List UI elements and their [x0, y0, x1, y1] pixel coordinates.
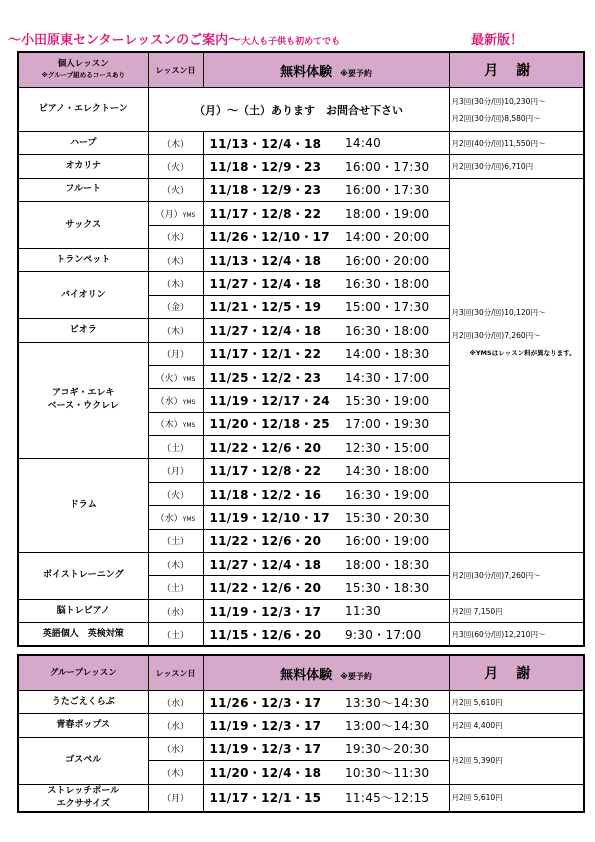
instrument-label: 脳トレピアノ: [56, 605, 110, 616]
instrument-label: ドラム: [69, 500, 97, 511]
instrument-name: [18, 623, 148, 646]
instrument-label: バイオリン: [60, 289, 106, 300]
fee-block: [449, 178, 584, 482]
header-individual-lesson: 個人レッスン ※グループ組めるコースあり: [18, 52, 148, 88]
trial-dates: 11/19・12/10・17: [203, 506, 345, 529]
lesson-day: [148, 132, 203, 155]
trial-dates: 11/17・12/8・22: [203, 459, 345, 482]
table-row: [18, 599, 584, 622]
instrument-name: [18, 784, 148, 812]
yms-tag: YMS: [182, 211, 196, 219]
instrument-name: [18, 599, 148, 622]
trial-times: 17:00・19:30: [345, 412, 449, 435]
title-sub: 大人も子供も初めてでも: [241, 37, 341, 47]
trial-times: 13:00～14:30: [345, 714, 449, 737]
lesson-day-label: （火）: [161, 163, 189, 174]
trial-dates: 11/27・12/4・18: [203, 272, 345, 295]
trial-times: 15:30・20:30: [345, 506, 449, 529]
trial-dates: 11/26・12/10・17: [203, 225, 345, 248]
trial-times: 14:40: [345, 132, 449, 155]
trial-times: 14:00・18:30: [345, 342, 449, 365]
lesson-day: [148, 178, 203, 201]
table-row: [18, 553, 584, 576]
lesson-day: [148, 436, 203, 459]
lesson-day-label: （木）: [161, 139, 189, 150]
yms-tag: YMS: [182, 422, 196, 430]
instrument-label: うたごえくらぶ: [51, 696, 115, 707]
monthly-fee: 月3回(60分/回)12,210円～: [449, 623, 584, 646]
instrument-name: [18, 714, 148, 737]
trial-times: 16:30・19:00: [345, 482, 449, 505]
instrument-label-2: エクササイズ: [56, 798, 110, 809]
trial-times: 14:30・18:00: [345, 459, 449, 482]
lesson-day-label: （金）: [161, 303, 189, 314]
lesson-day-label: （木）: [161, 326, 189, 337]
instrument-label: オカリナ: [65, 161, 102, 172]
lesson-day: [148, 295, 203, 318]
table-row: [18, 714, 584, 737]
header-free-trial: 無料体験 ※要予約: [203, 655, 449, 691]
table-row: [18, 737, 584, 760]
lesson-day-label: （月）: [161, 467, 189, 478]
trial-times: 15:00・17:30: [345, 295, 449, 318]
instrument-name: [18, 155, 148, 178]
instrument-name: [18, 132, 148, 155]
instrument-name: [18, 459, 148, 553]
lesson-day: [148, 623, 203, 646]
lesson-day-label: （土）: [161, 584, 189, 595]
trial-times: 12:30・15:00: [345, 436, 449, 459]
lesson-day-label: （木）: [161, 768, 189, 779]
trial-times: 16:30・18:00: [345, 272, 449, 295]
lesson-day: [148, 714, 203, 737]
header-lesson-day: レッスン日: [148, 52, 203, 88]
monthly-fee: 月2回 5,610円: [449, 691, 584, 714]
header-group-lesson: グループレッスン: [18, 655, 148, 691]
individual-header-row: [18, 52, 584, 88]
fee-line: 月2回(30分/回)7,260円～: [451, 331, 541, 341]
trial-dates: 11/19・12/3・17: [203, 737, 345, 760]
lesson-day-label: （水）: [161, 607, 189, 618]
instrument-name: [18, 691, 148, 714]
trial-dates: 11/13・12/4・18: [203, 132, 345, 155]
lesson-day: [148, 319, 203, 342]
lesson-day-label: （木）: [161, 560, 189, 571]
yms-tag: YMS: [182, 515, 196, 523]
instrument-label: フルート: [65, 184, 102, 195]
lesson-day: [148, 365, 203, 388]
trial-dates: 11/19・12/3・17: [203, 714, 345, 737]
table-row: [18, 178, 584, 201]
lesson-day-label: （水）: [161, 722, 189, 733]
lesson-day: [148, 482, 203, 505]
instrument-label: トランペット: [56, 254, 111, 265]
lesson-day: [148, 342, 203, 365]
group-header-row: [18, 655, 584, 691]
monthly-fee: 月2回(30分/回)7,260円～: [449, 553, 584, 600]
instrument-name: [18, 178, 148, 201]
instrument-label: 英語個人 英検対策: [42, 628, 124, 639]
monthly-fee: 月2回 4,400円: [449, 714, 584, 737]
lesson-day-label: （木）: [161, 256, 189, 267]
trial-dates: 11/22・12/6・20: [203, 529, 345, 552]
piano-fee: 月3回(30分/回)10,230円～ 月2回(30分/回)8,580円～: [449, 88, 584, 132]
instrument-label: ビオラ: [69, 324, 97, 335]
monthly-fee: 月2回 7,150円: [449, 599, 584, 622]
page-title: [8, 29, 524, 48]
instrument-label: ボイストレーニング: [42, 570, 124, 581]
trial-times: 9:30・17:00: [345, 623, 449, 646]
trial-times: 16:00・19:00: [345, 529, 449, 552]
trial-dates: 11/20・12/18・25: [203, 412, 345, 435]
yms-tag: YMS: [182, 375, 196, 383]
trial-dates: 11/17・12/8・22: [203, 202, 345, 225]
lesson-day-label: （木）: [161, 280, 189, 291]
trial-times: 16:00・17:30: [345, 178, 449, 201]
instrument-label: ストレッチポール: [47, 785, 120, 796]
instrument-label-2: ベース・ウクレレ: [47, 401, 119, 412]
trial-dates: 11/25・12/2・23: [203, 365, 345, 388]
piano-row: [18, 88, 584, 132]
lesson-day: [148, 389, 203, 412]
trial-dates: 11/27・12/4・18: [203, 553, 345, 576]
lesson-day-label: （水）: [161, 698, 189, 709]
title-main: ～小田原東センターレッスンのご案内～: [8, 33, 242, 48]
instrument-label: 青春ポップス: [56, 720, 111, 731]
trial-dates: 11/18・12/9・23: [203, 178, 345, 201]
header-monthly-fee: 月謝: [449, 655, 584, 691]
trial-times: 16:00・20:00: [345, 248, 449, 271]
lesson-day: [148, 691, 203, 714]
trial-times: 19:30～20:30: [345, 737, 449, 760]
instrument-name: [18, 202, 148, 249]
lesson-day-label: （土）: [161, 537, 189, 548]
table-row: [18, 784, 584, 812]
trial-times: 16:30・18:00: [345, 319, 449, 342]
group-lesson-table: [17, 654, 585, 813]
trial-dates: 11/21・12/5・19: [203, 295, 345, 318]
header-free-trial: 無料体験 ※要予約: [203, 52, 449, 88]
lesson-day: [148, 272, 203, 295]
trial-times: 18:00・19:00: [345, 202, 449, 225]
trial-dates: 11/18・12/2・16: [203, 482, 345, 505]
instrument-label: ゴスペル: [65, 755, 102, 766]
table-row: [18, 691, 584, 714]
monthly-fee: 月2回 5,390円: [449, 737, 584, 784]
lesson-day-label: （水）: [155, 396, 183, 407]
lesson-day: [148, 412, 203, 435]
trial-times: 14:00・20:00: [345, 225, 449, 248]
instrument-name: [18, 553, 148, 600]
trial-times: 15:30・18:30: [345, 576, 449, 599]
trial-dates: 11/26・12/3・17: [203, 691, 345, 714]
lesson-day-label: （水）: [155, 513, 183, 524]
lesson-day-label: （土）: [161, 630, 189, 641]
trial-dates: 11/27・12/4・18: [203, 319, 345, 342]
lesson-day: [148, 459, 203, 482]
lesson-day: [148, 248, 203, 271]
lesson-day: [148, 599, 203, 622]
monthly-fee: 月2回(30分/回)6,710円: [449, 155, 584, 178]
table-row: [18, 155, 584, 178]
instrument-name: [18, 342, 148, 459]
trial-times: 16:00・17:30: [345, 155, 449, 178]
lesson-day-label: （月）: [161, 794, 189, 805]
trial-dates: 11/17・12/1・15: [203, 784, 345, 812]
trial-times: 13:30～14:30: [345, 691, 449, 714]
instrument-name: [18, 248, 148, 271]
lesson-day-label: （水）: [161, 233, 189, 244]
lesson-day: [148, 761, 203, 784]
yms-note: ※YMSはレッスン料が異なります。: [469, 349, 576, 358]
instrument-piano: ピアノ・エレクトーン: [18, 88, 148, 132]
lesson-day: [148, 553, 203, 576]
individual-lesson-table: [17, 51, 585, 647]
trial-dates: 11/22・12/6・20: [203, 576, 345, 599]
trial-dates: 11/17・12/1・22: [203, 342, 345, 365]
trial-dates: 11/13・12/4・18: [203, 248, 345, 271]
trial-times: 10:30～11:30: [345, 761, 449, 784]
trial-times: 11:45～12:15: [345, 784, 449, 812]
latest-badge: 最新版！: [471, 33, 524, 48]
instrument-name: [18, 319, 148, 342]
lesson-day-label: （木）: [155, 420, 183, 431]
instrument-name: [18, 272, 148, 319]
monthly-fee: 月2回 5,610円: [449, 784, 584, 812]
trial-dates: 11/19・12/3・17: [203, 599, 345, 622]
trial-dates: 11/20・12/4・18: [203, 761, 345, 784]
trial-times: 18:00・18:30: [345, 553, 449, 576]
lesson-day-label: （水）: [161, 745, 189, 756]
table-row: [18, 623, 584, 646]
instrument-label: ハープ: [69, 137, 97, 148]
trial-times: 11:30: [345, 599, 449, 622]
instrument-name: [18, 737, 148, 784]
lesson-day-label: （火）: [161, 186, 189, 197]
trial-dates: 11/15・12/6・20: [203, 623, 345, 646]
lesson-day: [148, 529, 203, 552]
lesson-day: [148, 784, 203, 812]
lesson-day-label: （火）: [161, 490, 189, 501]
lesson-day: [148, 506, 203, 529]
lesson-day: [148, 576, 203, 599]
fee-line: 月3回(30分/回)10,120円～: [451, 308, 546, 318]
trial-dates: 11/22・12/6・20: [203, 436, 345, 459]
trial-dates: 11/18・12/9・23: [203, 155, 345, 178]
trial-dates: 11/19・12/17・24: [203, 389, 345, 412]
lesson-day: [148, 225, 203, 248]
header-lesson-day: レッスン日: [148, 655, 203, 691]
lesson-day: [148, 202, 203, 225]
yms-tag: YMS: [182, 398, 196, 406]
lesson-day: [148, 155, 203, 178]
lesson-day-label: （火）: [155, 373, 183, 384]
instrument-label: アコギ・エレキ: [51, 388, 115, 399]
piano-note: （月）～（土）あります お問合せ下さい: [148, 88, 449, 132]
lesson-day: [148, 737, 203, 760]
lesson-day-label: （月）: [155, 209, 183, 220]
header-monthly-fee: 月謝: [449, 52, 584, 88]
table-row: [18, 132, 584, 155]
lesson-day-label: （土）: [161, 443, 189, 454]
lesson-day-label: （月）: [161, 350, 189, 361]
trial-times: 14:30・17:00: [345, 365, 449, 388]
monthly-fee: 月2回(40分/回)11,550円～: [449, 132, 584, 155]
instrument-label: サックス: [65, 219, 102, 230]
trial-times: 15:30・19:00: [345, 389, 449, 412]
